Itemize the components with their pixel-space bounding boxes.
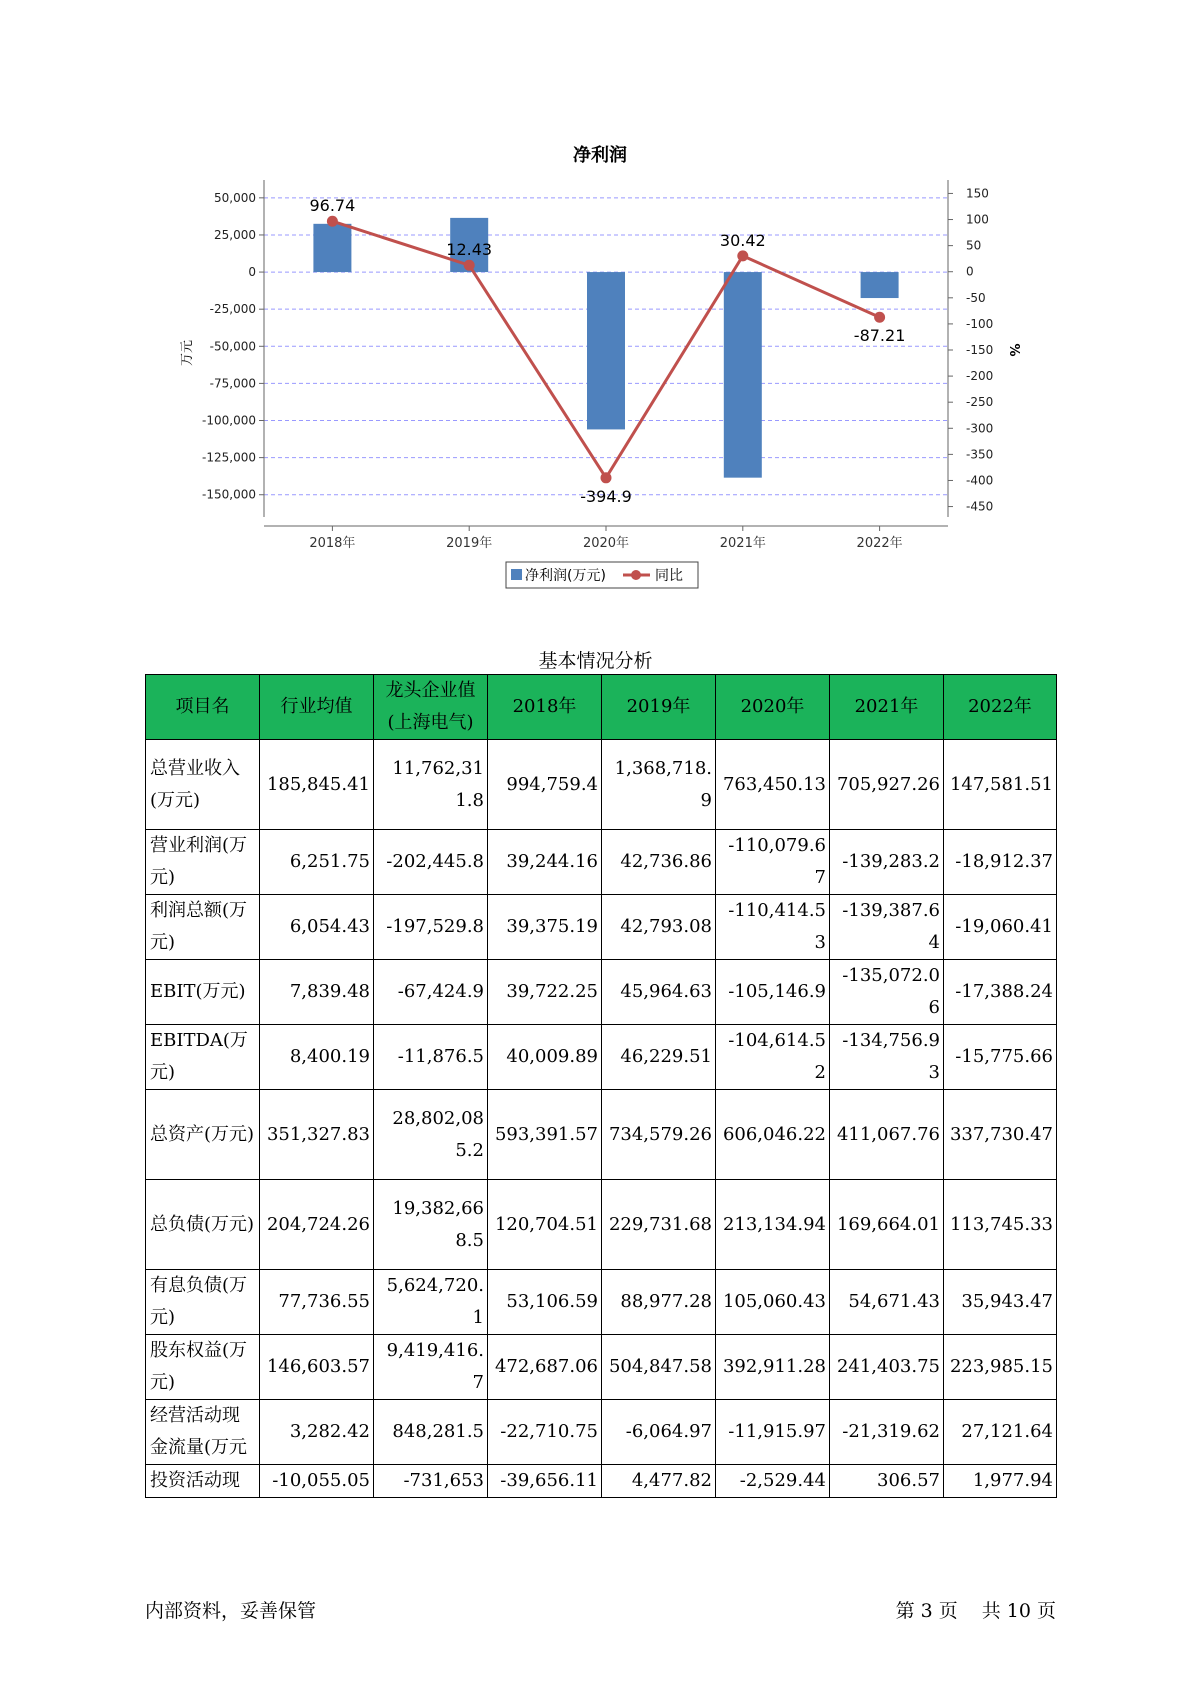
value-cell: -19,060.41 bbox=[944, 895, 1057, 960]
value-cell: -104,614.52 bbox=[716, 1025, 830, 1090]
value-cell: -202,445.8 bbox=[374, 830, 488, 895]
value-cell: -6,064.97 bbox=[602, 1400, 716, 1465]
y-axis-left-label: 万元 bbox=[180, 339, 195, 367]
y-right-tick-label: 150 bbox=[966, 186, 989, 201]
legend-bar-swatch bbox=[511, 569, 522, 580]
value-cell: 28,802,085.2 bbox=[374, 1090, 488, 1180]
y-left-tick-label: 25,000 bbox=[214, 227, 256, 242]
row-label-cell: 利润总额(万元) bbox=[146, 895, 260, 960]
yoy-point bbox=[601, 472, 612, 483]
row-label-cell: 总资产(万元) bbox=[146, 1090, 260, 1180]
page-label-prefix: 第 bbox=[895, 1600, 915, 1622]
legend-bar-label: 净利润(万元) bbox=[525, 568, 606, 584]
y-right-tick-label: -400 bbox=[966, 473, 994, 488]
value-cell: 392,911.28 bbox=[716, 1335, 830, 1400]
value-cell: 472,687.06 bbox=[488, 1335, 602, 1400]
value-cell: 994,759.4 bbox=[488, 740, 602, 830]
table-row bbox=[146, 830, 1057, 895]
table-row bbox=[146, 1465, 1057, 1498]
y-left-tick-label: -50,000 bbox=[209, 339, 256, 354]
value-cell: 7,839.48 bbox=[260, 960, 374, 1025]
x-tick-label: 2022年 bbox=[856, 536, 903, 551]
page-total: 10 bbox=[1006, 1600, 1031, 1622]
value-cell: -21,319.62 bbox=[830, 1400, 944, 1465]
value-cell: 5,624,720.1 bbox=[374, 1270, 488, 1335]
y-right-tick-label: 0 bbox=[966, 264, 974, 279]
value-cell: 3,282.42 bbox=[260, 1400, 374, 1465]
row-label-cell: 有息负债(万元) bbox=[146, 1270, 260, 1335]
row-label-cell: 总负债(万元) bbox=[146, 1180, 260, 1270]
y-right-tick-label: -450 bbox=[966, 499, 994, 514]
yoy-point bbox=[874, 312, 885, 323]
table-row bbox=[146, 1270, 1057, 1335]
legend-line-label: 同比 bbox=[655, 568, 683, 584]
bar-2020年 bbox=[587, 272, 625, 429]
x-tick-label: 2018年 bbox=[309, 536, 356, 551]
column-header: 2018年 bbox=[488, 675, 602, 740]
value-cell: 11,762,311.8 bbox=[374, 740, 488, 830]
value-cell: 213,134.94 bbox=[716, 1180, 830, 1270]
value-cell: 146,603.57 bbox=[260, 1335, 374, 1400]
value-cell: 113,745.33 bbox=[944, 1180, 1057, 1270]
y-right-tick-label: -350 bbox=[966, 447, 994, 462]
value-cell: -2,529.44 bbox=[716, 1465, 830, 1498]
value-cell: 77,736.55 bbox=[260, 1270, 374, 1335]
value-cell: 351,327.83 bbox=[260, 1090, 374, 1180]
yoy-data-label: -394.9 bbox=[580, 486, 632, 506]
page-label-mid: 页 bbox=[938, 1600, 958, 1622]
value-cell: 19,382,668.5 bbox=[374, 1180, 488, 1270]
value-cell: -139,283.2 bbox=[830, 830, 944, 895]
row-label-cell: 股东权益(万元) bbox=[146, 1335, 260, 1400]
table-row bbox=[146, 1090, 1057, 1180]
row-label-cell: 投资活动现 bbox=[146, 1465, 260, 1498]
yoy-point bbox=[737, 250, 748, 261]
yoy-data-label: 12.43 bbox=[446, 240, 493, 260]
value-cell: -17,388.24 bbox=[944, 960, 1057, 1025]
value-cell: 606,046.22 bbox=[716, 1090, 830, 1180]
total-label-suffix: 页 bbox=[1036, 1600, 1056, 1622]
value-cell: 27,121.64 bbox=[944, 1400, 1057, 1465]
column-header: 2022年 bbox=[944, 675, 1057, 740]
value-cell: 39,722.25 bbox=[488, 960, 602, 1025]
x-tick-label: 2020年 bbox=[582, 536, 630, 551]
value-cell: 54,671.43 bbox=[830, 1270, 944, 1335]
table-row bbox=[146, 1025, 1057, 1090]
basic-analysis-table bbox=[145, 674, 1057, 1498]
value-cell: -139,387.64 bbox=[830, 895, 944, 960]
value-cell: 169,664.01 bbox=[830, 1180, 944, 1270]
yoy-point bbox=[327, 216, 338, 227]
value-cell: -105,146.9 bbox=[716, 960, 830, 1025]
value-cell: -18,912.37 bbox=[944, 830, 1057, 895]
value-cell: 1,368,718.9 bbox=[602, 740, 716, 830]
table-row bbox=[146, 1180, 1057, 1270]
table-row bbox=[146, 1335, 1057, 1400]
yoy-point bbox=[464, 260, 475, 271]
value-cell: 147,581.51 bbox=[944, 740, 1057, 830]
y-right-tick-label: -50 bbox=[966, 290, 986, 305]
value-cell: -134,756.93 bbox=[830, 1025, 944, 1090]
value-cell: 4,477.82 bbox=[602, 1465, 716, 1498]
value-cell: 6,251.75 bbox=[260, 830, 374, 895]
footer-page-number bbox=[890, 1596, 1056, 1623]
row-label-cell: EBIT(万元) bbox=[146, 960, 260, 1025]
value-cell: -10,055.05 bbox=[260, 1465, 374, 1498]
value-cell: 1,977.94 bbox=[944, 1465, 1057, 1498]
value-cell: 120,704.51 bbox=[488, 1180, 602, 1270]
value-cell: 35,943.47 bbox=[944, 1270, 1057, 1335]
value-cell: 504,847.58 bbox=[602, 1335, 716, 1400]
value-cell: 306.57 bbox=[830, 1465, 944, 1498]
value-cell: 39,244.16 bbox=[488, 830, 602, 895]
value-cell: 411,067.76 bbox=[830, 1090, 944, 1180]
value-cell: 39,375.19 bbox=[488, 895, 602, 960]
value-cell: 763,450.13 bbox=[716, 740, 830, 830]
y-left-tick-label: -150,000 bbox=[202, 487, 256, 502]
net-profit-chart bbox=[0, 0, 1191, 600]
page-current: 3 bbox=[920, 1600, 933, 1622]
value-cell: 593,391.57 bbox=[488, 1090, 602, 1180]
value-cell: 734,579.26 bbox=[602, 1090, 716, 1180]
value-cell: -731,653 bbox=[374, 1465, 488, 1498]
row-label-cell: 经营活动现金流量(万元 bbox=[146, 1400, 260, 1465]
chart-title: 净利润 bbox=[573, 145, 627, 166]
bar-2021年 bbox=[724, 272, 762, 478]
y-left-tick-label: -125,000 bbox=[202, 450, 256, 465]
value-cell: -197,529.8 bbox=[374, 895, 488, 960]
y-axis-right-label: % bbox=[1006, 343, 1021, 357]
value-cell: -11,876.5 bbox=[374, 1025, 488, 1090]
total-label-prefix: 共 bbox=[981, 1600, 1001, 1622]
column-header: 2020年 bbox=[716, 675, 830, 740]
value-cell: 46,229.51 bbox=[602, 1025, 716, 1090]
row-label-cell: 总营业收入(万元) bbox=[146, 740, 260, 830]
table-header-row bbox=[146, 675, 1057, 740]
value-cell: -67,424.9 bbox=[374, 960, 488, 1025]
value-cell: 223,985.15 bbox=[944, 1335, 1057, 1400]
footer-confidential: 内部资料，妥善保管 bbox=[145, 1600, 317, 1622]
y-left-tick-label: -25,000 bbox=[209, 302, 256, 317]
value-cell: 45,964.63 bbox=[602, 960, 716, 1025]
row-label-cell: 营业利润(万元) bbox=[146, 830, 260, 895]
value-cell: -110,079.67 bbox=[716, 830, 830, 895]
value-cell: 337,730.47 bbox=[944, 1090, 1057, 1180]
legend-line-marker bbox=[631, 570, 641, 580]
y-right-tick-label: -300 bbox=[966, 421, 994, 436]
value-cell: 42,736.86 bbox=[602, 830, 716, 895]
yoy-data-label: -87.21 bbox=[853, 326, 906, 346]
value-cell: -22,710.75 bbox=[488, 1400, 602, 1465]
value-cell: -15,775.66 bbox=[944, 1025, 1057, 1090]
row-label-cell: EBITDA(万元) bbox=[146, 1025, 260, 1090]
value-cell: 40,009.89 bbox=[488, 1025, 602, 1090]
yoy-data-label: 30.42 bbox=[719, 230, 766, 250]
value-cell: 88,977.28 bbox=[602, 1270, 716, 1335]
x-tick-label: 2021年 bbox=[719, 536, 766, 551]
y-right-tick-label: 50 bbox=[966, 238, 982, 253]
value-cell: 185,845.41 bbox=[260, 740, 374, 830]
value-cell: 204,724.26 bbox=[260, 1180, 374, 1270]
column-header: 项目名 bbox=[146, 675, 260, 740]
table-row bbox=[146, 960, 1057, 1025]
value-cell: 8,400.19 bbox=[260, 1025, 374, 1090]
value-cell: 705,927.26 bbox=[830, 740, 944, 830]
y-right-tick-label: 100 bbox=[966, 212, 989, 227]
value-cell: -135,072.06 bbox=[830, 960, 944, 1025]
value-cell: 9,419,416.7 bbox=[374, 1335, 488, 1400]
value-cell: -110,414.53 bbox=[716, 895, 830, 960]
yoy-data-label: 96.74 bbox=[309, 196, 356, 216]
value-cell: 105,060.43 bbox=[716, 1270, 830, 1335]
value-cell: 42,793.08 bbox=[602, 895, 716, 960]
column-header: 2019年 bbox=[602, 675, 716, 740]
legend bbox=[506, 562, 698, 588]
y-right-tick-label: -100 bbox=[966, 316, 994, 331]
bar-series bbox=[313, 218, 898, 478]
table-row bbox=[146, 895, 1057, 960]
value-cell: 241,403.75 bbox=[830, 1335, 944, 1400]
column-header: 龙头企业值(上海电气) bbox=[374, 675, 488, 740]
table-row bbox=[146, 1400, 1057, 1465]
y-left-tick-label: -75,000 bbox=[209, 376, 256, 391]
table-row bbox=[146, 740, 1057, 830]
y-left-tick-label: 0 bbox=[248, 265, 256, 280]
y-left-tick-label: -100,000 bbox=[202, 413, 256, 428]
value-cell: -11,915.97 bbox=[716, 1400, 830, 1465]
value-cell: 6,054.43 bbox=[260, 895, 374, 960]
y-right-tick-label: -200 bbox=[966, 369, 994, 384]
x-tick-label: 2019年 bbox=[446, 536, 493, 551]
column-header: 行业均值 bbox=[260, 675, 374, 740]
value-cell: 53,106.59 bbox=[488, 1270, 602, 1335]
table-title: 基本情况分析 bbox=[538, 650, 653, 672]
bar-2022年 bbox=[861, 272, 899, 298]
y-right-tick-label: -250 bbox=[966, 395, 994, 410]
value-cell: 848,281.5 bbox=[374, 1400, 488, 1465]
y-right-tick-label: -150 bbox=[966, 343, 994, 357]
value-cell: 229,731.68 bbox=[602, 1180, 716, 1270]
y-left-tick-label: 50,000 bbox=[214, 190, 256, 205]
column-header: 2021年 bbox=[830, 675, 944, 740]
bar-2018年 bbox=[313, 224, 351, 272]
value-cell: -39,656.11 bbox=[488, 1465, 602, 1498]
